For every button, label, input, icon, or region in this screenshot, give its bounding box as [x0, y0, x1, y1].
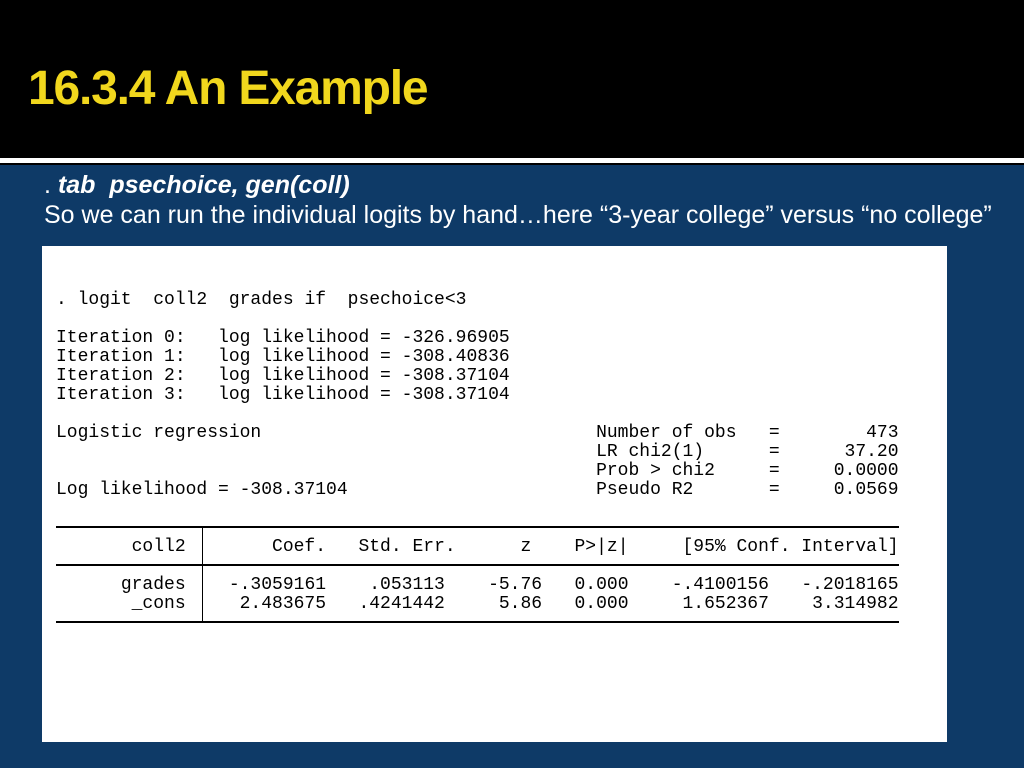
intro-command: tab psechoice, gen(coll) — [57, 171, 350, 199]
table-cell: 1.652367 — [682, 594, 769, 614]
stat-value: 0.0569 — [833, 480, 899, 500]
blank-line — [56, 405, 899, 424]
intro-command-line — [44, 170, 992, 200]
model-stat-row — [56, 424, 899, 443]
table-cell: -5.76 — [488, 575, 543, 595]
coefficient-table — [56, 519, 899, 633]
iteration-line: Iteration 0: log likelihood = -326.96905 — [56, 328, 510, 348]
stata-output — [56, 291, 899, 633]
command-prompt: . — [44, 171, 51, 199]
stat-equals: = — [768, 480, 780, 500]
column-header: coll2 — [131, 537, 186, 557]
table-rule-bottom — [56, 614, 899, 633]
iteration-line: Iteration 1: log likelihood = -308.40836 — [56, 347, 510, 367]
table-row — [56, 595, 899, 614]
row-label: _cons — [131, 594, 186, 614]
column-header: P>|z| — [574, 537, 629, 557]
stat-equals: = — [768, 442, 780, 462]
column-header: Std. Err. — [358, 537, 456, 557]
model-stat-row — [56, 443, 899, 462]
stat-value: 0.0000 — [833, 461, 899, 481]
table-cell: 0.000 — [574, 575, 629, 595]
stat-label: LR chi2(1) — [596, 442, 705, 462]
column-header: z — [520, 537, 532, 557]
column-header: Coef. — [272, 537, 327, 557]
table-cell: 3.314982 — [812, 594, 899, 614]
stat-value: 473 — [866, 423, 899, 443]
stat-equals: = — [768, 423, 780, 443]
table-header-row — [56, 538, 899, 557]
stata-output-panel — [42, 246, 947, 742]
logit-command: . logit coll2 grades if psechoice<3 — [56, 290, 467, 310]
stat-equals: = — [768, 461, 780, 481]
slide-title: 16.3.4 An Example — [28, 62, 428, 115]
table-cell: -.4100156 — [671, 575, 769, 595]
column-header: [95% Conf. Interval] — [682, 537, 899, 557]
stat-label: Number of obs — [596, 423, 737, 443]
table-cell: .053113 — [369, 575, 445, 595]
intro-note: So we can run the individual logits by hand…here “3-year college” versus “no college” — [44, 201, 992, 229]
stat-label: Pseudo R2 — [596, 480, 694, 500]
log-likelihood: Log likelihood = -308.37104 — [56, 480, 348, 500]
table-cell: 0.000 — [574, 594, 629, 614]
table-row — [56, 576, 899, 595]
table-cell: -.2018165 — [801, 575, 899, 595]
row-label: grades — [120, 575, 186, 595]
model-stat-row — [56, 462, 899, 481]
header-rule-shadow — [0, 163, 1024, 165]
intro-text — [44, 170, 992, 230]
table-cell: .4241442 — [358, 594, 445, 614]
table-cell: 2.483675 — [239, 594, 327, 614]
table-rule-top — [56, 519, 899, 538]
table-cell: -.3059161 — [228, 575, 327, 595]
iteration-line: Iteration 3: log likelihood = -308.37104 — [56, 385, 510, 405]
blank-line — [56, 500, 899, 519]
stat-value: 37.20 — [844, 442, 899, 462]
blank-line — [56, 310, 899, 329]
table-cell: 5.86 — [498, 594, 543, 614]
model-title: Logistic regression — [56, 423, 262, 443]
table-rule-header — [56, 557, 899, 576]
iteration-line: Iteration 2: log likelihood = -308.37104 — [56, 366, 510, 386]
model-stat-row — [56, 481, 899, 500]
stat-label: Prob > chi2 — [596, 461, 715, 481]
